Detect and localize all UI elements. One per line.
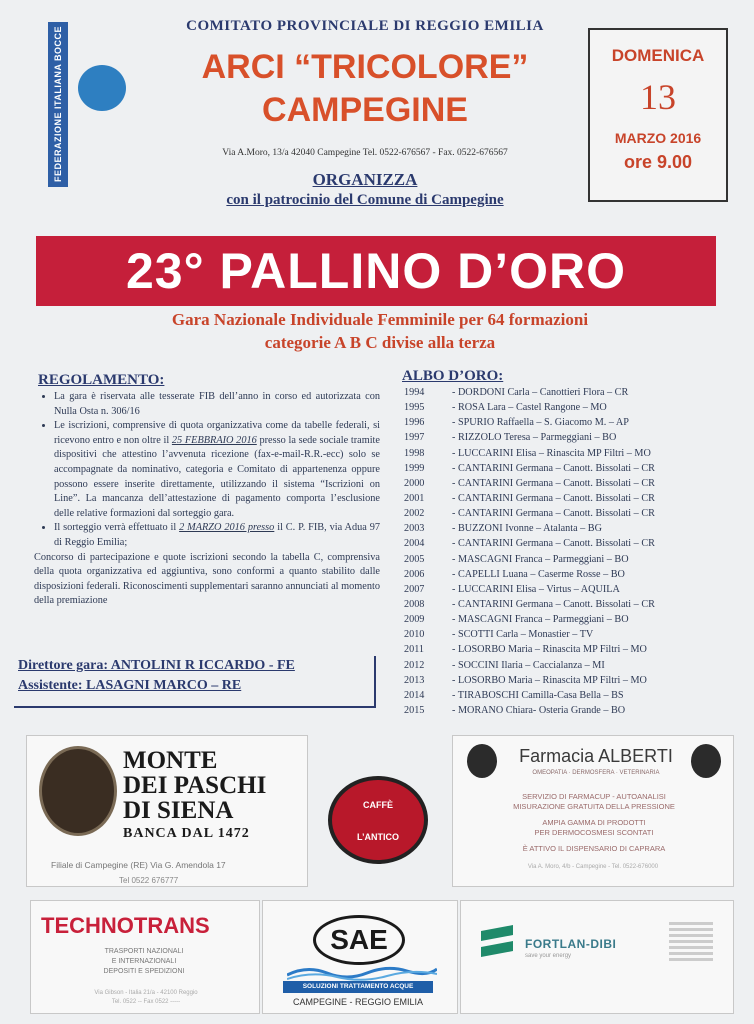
albo-row [404, 506, 744, 521]
fortlan-tagline: save your energy [525, 953, 572, 959]
mps-name: MONTE DEI PASCHI DI SIENA [123, 747, 267, 824]
albo-entry: - RIZZOLO Teresa – Parmeggiani – BO [452, 432, 617, 444]
event-subtitle-line1: Gara Nazionale Individuale Femminile per 64 formazioni [171, 310, 589, 329]
sponsor-technotrans [30, 900, 260, 1014]
albo-row [404, 385, 744, 400]
event-title-banner: 23° PALLINO D’ORO [36, 236, 716, 306]
sponsor-sae [262, 900, 458, 1014]
regolamento-bullet: • La gara è riservata alle tesserate FIB dell’anno in corso ed autorizzata con Nulla Osta n. 306/16 [54, 390, 380, 419]
sponsor-fortlan [460, 900, 734, 1014]
directors-box [14, 656, 376, 708]
albo-year: 2012 [404, 659, 425, 671]
alberti-title: Farmacia ALBERTI [519, 746, 673, 766]
albo-entry: - CANTARINI Germana – Canott. Bissolati – CR [452, 598, 655, 610]
albo-entry: - CAPELLI Luana – Caserme Rosse – BO [452, 568, 625, 580]
albo-year: 2008 [404, 598, 425, 610]
technotrans-address: Via Gibson - Italia 21/a - 42100 Reggio Tel. 0522 -- Fax 0522 ----- [94, 990, 198, 1005]
albo-row [404, 400, 744, 415]
wave-icon [287, 963, 437, 981]
sponsor-alberti [452, 735, 734, 887]
albo-entry: - CANTARINI Germana – Canott. Bissolati – CR [452, 477, 655, 489]
technotrans-desc: TRASPORTI NAZIONALI E INTERNAZIONALI DEPOSITI E SPEDIZIONI [103, 948, 185, 975]
pharmacy-cup-icon [691, 744, 721, 778]
alberti-service: PER DERMOCOSMESI SCONTATI [534, 828, 654, 837]
albo-row [404, 491, 744, 506]
albo-row [404, 446, 744, 461]
albo-year: 2001 [404, 492, 425, 504]
club-title-line2: CAMPEGINE [262, 91, 468, 129]
albo-row [404, 521, 744, 536]
albo-doro-list [404, 385, 744, 718]
regolamento-bullet: • Le iscrizioni, comprensive di quota organizzativa come da tabelle federali, si ricevono entro e non oltre il 25 FEBBRAIO 2016 presso la sede sociale tramite dispositivi che attestino l’avvenuta ricezione (fax-e-mail-R.R.-ecc) solo se accompagnate da nominativo, categoria e Comitato di appartenenza oppure possono essere inserite direttamente, utilizzando il sistema “Iscrizioni on Line”. La mancanza dell’attestazione di pagamento comporta l’esclusione delle relative formazioni dal sorteggio gara. [54, 419, 380, 521]
albo-entry: - CANTARINI Germana – Canott. Bissolati – CR [452, 462, 655, 474]
albo-entry: - MASCAGNI Franca – Parmeggiani – BO [452, 614, 629, 626]
albo-row [404, 597, 744, 612]
albo-year: 2010 [404, 629, 425, 641]
albo-year: 2006 [404, 568, 425, 580]
sae-logo: SAE [313, 915, 405, 965]
albo-row [404, 461, 744, 476]
albo-row [404, 612, 744, 627]
albo-year: 2003 [404, 523, 425, 535]
assistant-line: Assistente: LASAGNI MARCO – RE [18, 678, 242, 693]
club-title-line1: ARCI “TRICOLORE” [201, 48, 529, 86]
albo-row [404, 430, 744, 445]
albo-entry: - DORDONI Carla – Canottieri Flora – CR [452, 387, 629, 398]
sponsor-caffe-logo [328, 776, 428, 864]
committee-name: COMITATO PROVINCIALE DI REGGIO EMILIA [186, 18, 544, 34]
mps-subtitle: BANCA DAL 1472 [123, 826, 250, 841]
albo-row [404, 703, 744, 718]
albo-entry: - LUCCARINI Elisa – Rinascita MP Filtri – MO [452, 447, 651, 459]
albo-entry: - LOSORBO Maria – Rinascita MP Filtri – MO [452, 674, 647, 686]
date-month-year: MARZO 2016 [614, 130, 702, 146]
alberti-categories: OMEOPATIA · DERMOSFERA · VETERINARIA [532, 770, 660, 776]
technotrans-name: TECHNOTRANS [41, 913, 210, 938]
regolamento-text [34, 390, 380, 609]
albo-row [404, 658, 744, 673]
alberti-service: MISURAZIONE GRATUITA DELLA PRESSIONE [513, 802, 675, 811]
caffe-line2: L’ANTICO [357, 832, 399, 842]
albo-year: 2000 [404, 477, 425, 489]
federation-logo [78, 65, 126, 111]
mps-seal-icon [39, 746, 117, 836]
date-day: DOMENICA [611, 46, 705, 65]
albo-entry: - SOCCINI Ilaria – Caccialanza – MI [452, 659, 605, 671]
albo-year: 1996 [404, 417, 425, 429]
albo-year: 2009 [404, 614, 425, 626]
date-time: ore 9.00 [623, 152, 693, 172]
albo-row [404, 582, 744, 597]
pharmacy-cup-icon [467, 744, 497, 778]
albo-entry: - CANTARINI Germana – Canott. Bissolati – CR [452, 538, 655, 550]
albo-year: 2013 [404, 674, 425, 686]
fortlan-name: FORTLAN-DIBI [525, 937, 617, 951]
sponsor-mps [26, 735, 308, 887]
mps-tel: Tel 0522 676777 [119, 876, 179, 885]
draw-date: 2 MARZO 2016 presso [179, 522, 275, 534]
albo-row [404, 536, 744, 551]
albo-year: 2011 [404, 644, 424, 656]
albo-entry: - CANTARINI Germana – Canott. Bissolati – CR [452, 508, 655, 520]
fortlan-mark-icon [477, 923, 517, 963]
regolamento-bullet: • Il sorteggio verrà effettuato il 2 MARZO 2016 presso il C. P. FIB, via Adua 97 di Reggio Emilia; [54, 521, 380, 550]
alberti-service: È ATTIVO IL DISPENSARIO DI CAPRARA [522, 844, 666, 853]
sae-city: CAMPEGINE - REGGIO EMILIA [292, 997, 424, 1007]
deadline-date: 25 FEBBRAIO 2016 [171, 434, 257, 446]
albo-entry: - SPURIO Raffaella – S. Giacomo M. – AP [452, 417, 629, 429]
event-subtitle-line2: categorie A B C divise alla terza [264, 333, 496, 352]
alberti-service: AMPIA GAMMA DI PRODOTTI [542, 818, 646, 827]
albo-entry: - ROSA Lara – Castel Rangone – MO [452, 402, 607, 414]
organizza-label: ORGANIZZA [312, 170, 418, 189]
event-subtitle [40, 308, 720, 354]
albo-row [404, 476, 744, 491]
albo-year: 2005 [404, 553, 425, 565]
albo-year: 1994 [404, 387, 425, 398]
albo-row [404, 642, 744, 657]
sae-tagline: SOLUZIONI TRATTAMENTO ACQUE [283, 981, 433, 993]
regolamento-heading: REGOLAMENTO: [38, 372, 165, 388]
date-box [588, 28, 728, 202]
albo-year: 2014 [404, 689, 425, 701]
albo-row [404, 627, 744, 642]
alberti-service: SERVIZIO DI FARMACUP - AUTOANALISI [522, 792, 666, 801]
alberti-address: Via A. Moro, 4/b - Campegine - Tel. 0522-676000 [527, 864, 659, 870]
albo-entry: - SCOTTI Carla – Monastier – TV [452, 629, 594, 641]
albo-year: 1997 [404, 432, 425, 444]
club-address: Via A.Moro, 13/a 42040 Campegine Tel. 0522-676567 - Fax. 0522-676567 [222, 148, 508, 158]
albo-entry: - LOSORBO Maria – Rinascita MP Filtri – MO [452, 644, 647, 656]
albo-row [404, 415, 744, 430]
albo-entry: - CANTARINI Germana – Canott. Bissolati – CR [452, 492, 655, 504]
albo-doro-heading: ALBO D’ORO: [402, 368, 504, 384]
patrocinio-label: con il patrocinio del Comune di Campegine [226, 192, 504, 208]
albo-entry: - MASCAGNI Franca – Parmeggiani – BO [452, 553, 629, 565]
albo-row [404, 567, 744, 582]
albo-year: 1998 [404, 447, 425, 459]
albo-entry: - LUCCARINI Elisa – Virtus – AQUILA [452, 583, 620, 595]
albo-year: 2004 [404, 538, 425, 550]
albo-entry: - MORANO Chiara- Osteria Grande – BO [452, 704, 626, 716]
albo-year: 2002 [404, 508, 425, 520]
date-number: 13 [640, 77, 676, 117]
director-line: Direttore gara: ANTOLINI R ICCARDO - FE [18, 658, 295, 673]
albo-year: 1995 [404, 402, 425, 414]
fortlan-pattern [669, 921, 713, 961]
albo-entry: - TIRABOSCHI Camilla-Casa Bella – BS [452, 689, 624, 701]
caffe-line1: CAFFÈ [363, 800, 393, 810]
albo-year: 2007 [404, 583, 425, 595]
albo-entry: - BUZZONI Ivonne – Atalanta – BG [452, 523, 602, 535]
albo-row [404, 552, 744, 567]
albo-row [404, 688, 744, 703]
albo-year: 2015 [404, 704, 425, 716]
regolamento-paragraph: Concorso di partecipazione e quote iscrizioni secondo la tabella C, comprensiva della quota organizzativa ed aggiuntiva, sono conformi a quanto stabilito dalle disposizioni federali. Riconoscimenti supplementari saranno annunciati al momento della premiazione [34, 551, 381, 607]
mps-branch: Filiale di Campegine (RE) Via G. Amendola 17 [51, 860, 226, 870]
albo-year: 1999 [404, 462, 425, 474]
federation-stripe: FEDERAZIONE ITALIANA BOCCE [48, 22, 68, 187]
albo-row [404, 673, 744, 688]
club-title [140, 46, 590, 132]
